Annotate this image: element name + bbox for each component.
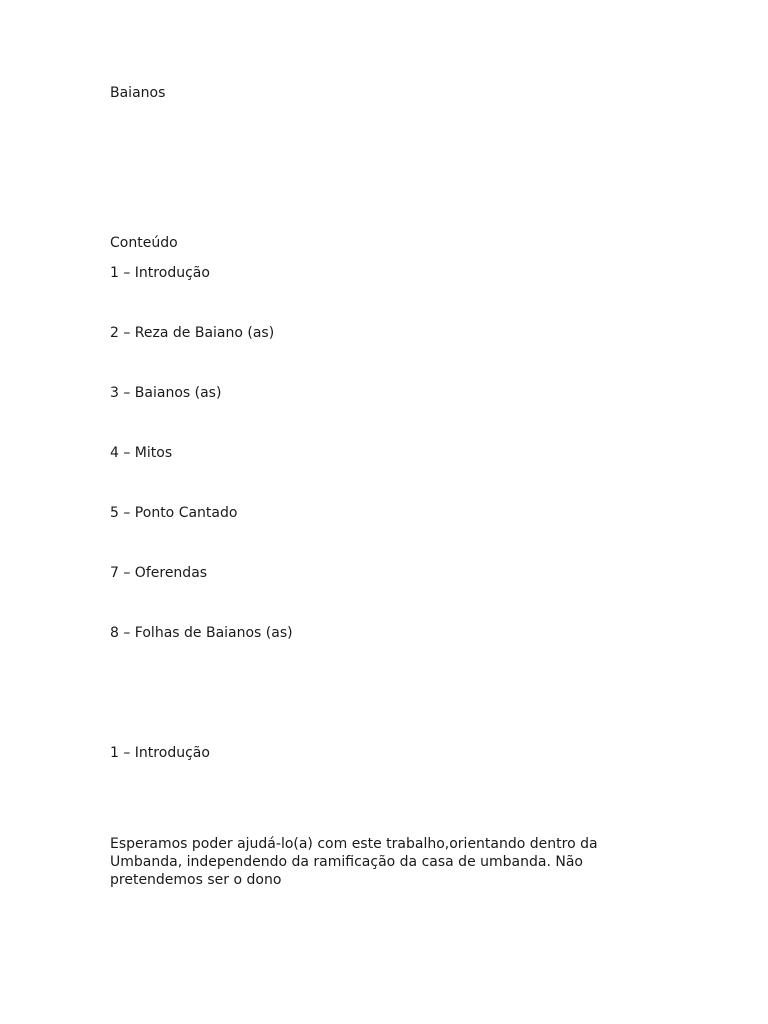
toc-item-folhas: 8 – Folhas de Baianos (as) [110,625,293,641]
toc-item-baianos: 3 – Baianos (as) [110,385,222,401]
toc-item-ponto-cantado: 5 – Ponto Cantado [110,505,238,521]
intro-paragraph [110,835,650,889]
toc-item-reza: 2 – Reza de Baiano (as) [110,325,275,341]
toc-item-oferendas: 7 – Oferendas [110,565,208,581]
toc-item-introducao: 1 – Introdução [110,265,210,281]
document-title: Baianos [110,85,166,101]
paragraph-line: pretendemos ser o dono [110,872,282,888]
toc-heading: Conteúdo [110,235,178,251]
toc-item-mitos: 4 – Mitos [110,445,173,461]
paragraph-line: Umbanda, independendo da ramificação da casa de umbanda. Não [110,854,583,870]
section-heading: 1 – Introdução [110,745,210,761]
paragraph-line: Esperamos poder ajudá-lo(a) com este trabalho,orientando dentro da [110,836,598,852]
